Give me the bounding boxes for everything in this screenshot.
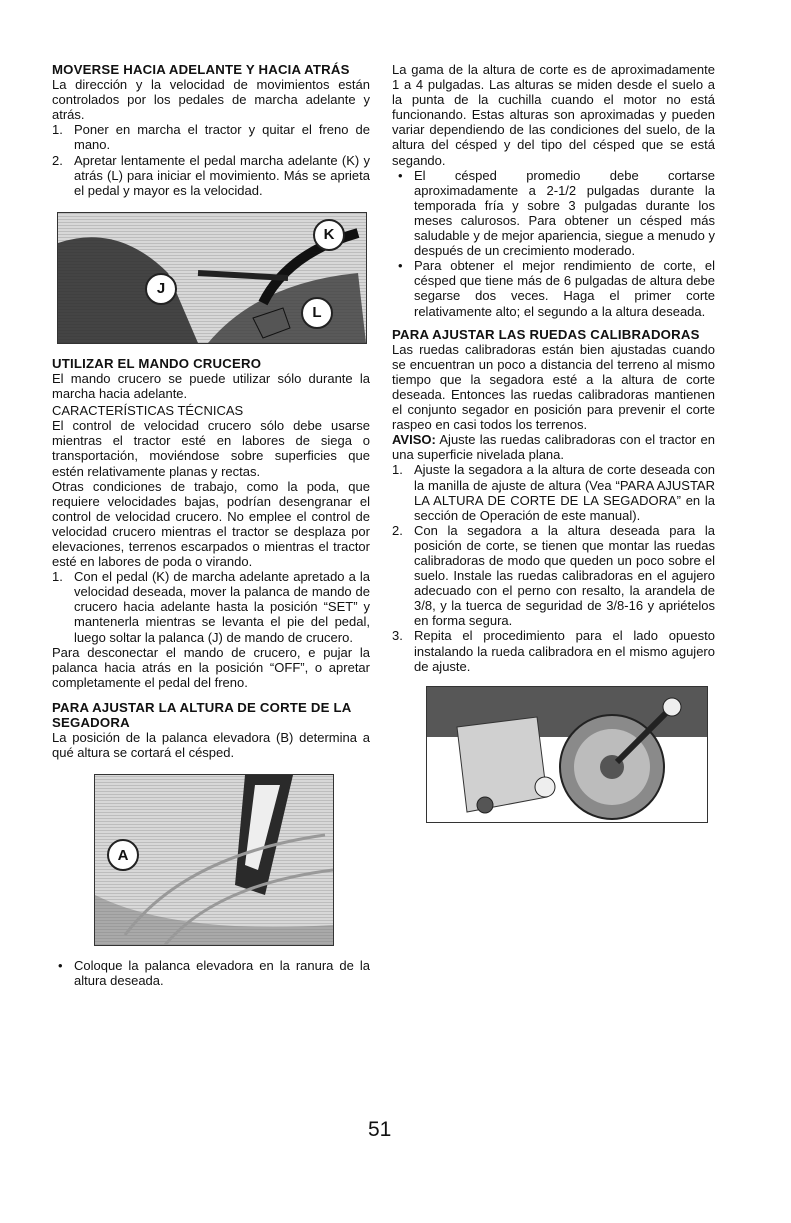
bullet-icon: • (398, 258, 403, 274)
callout-j: J (145, 273, 177, 305)
bullet-icon: • (398, 167, 403, 183)
bullet-text: Para obtener el mejor rendimiento de corte, el césped que tiene más de 6 pulgadas de altura debe segarse dos veces. Haga el primer corte relativamente alto; el segundo a la altura deseada. (414, 258, 715, 319)
bullet-list (392, 168, 715, 319)
list-item (392, 168, 715, 259)
section-heading-gauge-wheels: PARA AJUSTAR LAS RUEDAS CALIBRADORAS (392, 326, 700, 342)
step-number: 1. (52, 569, 63, 585)
step-text: Con el pedal (K) de marcha adelante apretado a la velocidad deseada, mover la palanca de mando de crucero hacia adelante hasta la posición “SET” y mantenerla mientras se levanta el pie del pedal, luego soltar la palanca (J) de mando de crucero. (74, 569, 370, 645)
pedal-figure (57, 212, 367, 344)
step-text: Poner en marcha el tractor y quitar el freno de mano. (74, 122, 370, 153)
left-column (52, 62, 370, 988)
list-item (52, 569, 370, 644)
bullet-list (52, 958, 370, 988)
page-number: 51 (368, 1118, 392, 1141)
step-text: Con la segadora a la altura deseada para la posición de corte, se tienen que montar las ruedas calibradoras de modo que queden un poco sobre el suelo. Instale las ruedas calibradoras en el agujero adecuado con el perno con resalto, la arandela de 3/8, y la tuerca de seguridad de 3/8-16 y apriételos en forma segura. (414, 522, 715, 629)
bullet-text: Coloque la palanca elevadora en la ranura de la altura deseada. (74, 958, 370, 989)
step-number: 3. (392, 628, 403, 644)
step-number: 2. (392, 522, 403, 538)
subheading: CARACTERÍSTICAS TÉCNICAS (52, 403, 244, 419)
step-text: Apretar lentamente el pedal marcha adelante (K) y atrás (L) para iniciar el movimiento. Más se aprieta el pedal y mayor es la velocidad. (74, 152, 370, 198)
paragraph: La dirección y la velocidad de movimientos están controlados por los pedales de marcha adelante y atrás. (52, 77, 370, 123)
section-heading-cruise-control: UTILIZAR EL MANDO CRUCERO (52, 355, 262, 371)
callout-l: L (301, 297, 333, 329)
list-item (392, 258, 715, 318)
notice-label: AVISO: (392, 432, 436, 448)
paragraph: La posición de la palanca elevadora (B) determina a qué altura se cortará el césped. (52, 730, 370, 761)
paragraph: Otras condiciones de trabajo, como la poda, que requiere velocidades bajas, podrían desengranar el control de velocidad crucero. No emplee el control de velocidad crucero mientras el tractor se desplaza por elevaciones, terrenos escarpados o mientras el tractor esté en labores de poda o virando. (52, 478, 370, 570)
bullet-text: El césped promedio debe cortarse aproximadamente a 2-1/2 pulgadas durante la temporada fría y sobre 3 pulgadas durante los meses calurosos. Para obtener un césped más saludable y de mejor apariencia, siegue a menudo y después de un crecimiento moderado. (414, 167, 715, 259)
list-item (392, 523, 715, 629)
steps-list (52, 122, 370, 197)
section-heading-cut-height: PARA AJUSTAR LA ALTURA DE CORTE DE LA SEGADORA (52, 699, 351, 730)
callout-a: A (107, 839, 139, 871)
callout-k: K (313, 219, 345, 251)
list-item (52, 958, 370, 988)
right-column (392, 62, 715, 823)
step-number: 1. (392, 462, 403, 478)
notice-text: Ajuste las ruedas calibradoras con el tractor en una superficie nivelada plana. (392, 432, 715, 463)
list-item (392, 462, 715, 522)
bullet-icon: • (58, 958, 63, 974)
list-item (52, 122, 370, 152)
paragraph (392, 432, 715, 462)
gauge-wheel-figure (426, 686, 708, 823)
paragraph: La gama de la altura de corte es de aproximadamente 1 a 4 pulgadas. Las alturas se miden desde el suelo a la punta de la cuchilla cuando el motor no está funcionando. Estas alturas son aproximadas y pueden variar dependiendo de las condiciones del suelo, de la altura del césped y del tipo del césped que se está segando. (392, 62, 715, 168)
gauge-wheel-illustration (427, 687, 707, 822)
paragraph: Para desconectar el mando de crucero, e pujar la palanca hacia atrás en la posición “OFF”, o apretar completamente el pedal del freno. (52, 644, 370, 690)
section-heading-forward-reverse: MOVERSE HACIA ADELANTE Y HACIA ATRÁS (52, 62, 350, 77)
step-number: 2. (52, 152, 63, 168)
paragraph: El mando crucero se puede utilizar sólo durante la marcha hacia adelante. (52, 370, 370, 402)
paragraph: Las ruedas calibradoras están bien ajustadas cuando se encuentran un poco a distancia del terreno al mismo tiempo que la segadora esté a la altura de corte deseada. Entonces las ruedas calibradoras mantienen el conjunto segador en posición para prevenir el corte raspeo en casi todos los terrenos. (392, 341, 715, 433)
step-number: 1. (52, 122, 63, 138)
steps-list (52, 569, 370, 644)
step-text: Ajuste la segadora a la altura de corte deseada con la manilla de ajuste de altura (Vea “PARA AJUSTAR LA ALTURA DE CORTE DE LA SEGADORA” en la sección de Operación de este manual). (414, 462, 715, 523)
paragraph: El control de velocidad crucero sólo debe usarse mientras el tractor esté en labores de siega o transportación, moviéndose sobre superficies que estén relativamente planas y rectas. (52, 418, 370, 479)
steps-list (392, 462, 715, 673)
list-item (392, 628, 715, 673)
lift-lever-figure (94, 774, 334, 946)
step-text: Repita el procedimiento para el lado opuesto instalando la rueda calibradora en el mismo agujero de ajuste. (414, 628, 715, 674)
list-item (52, 153, 370, 198)
